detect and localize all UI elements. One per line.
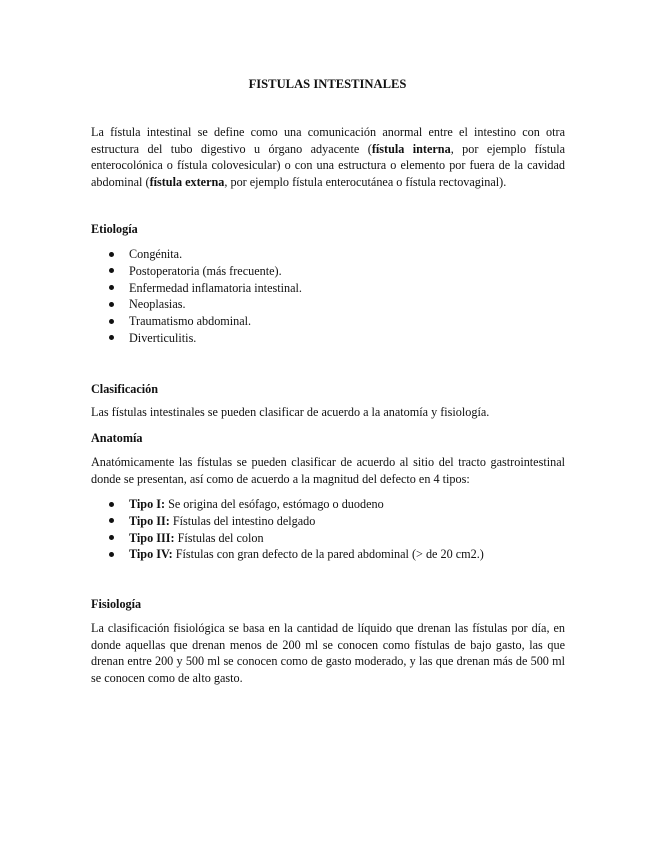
etiologia-list [91,246,565,347]
bullet-icon [109,285,114,290]
intro-paragraph [91,124,565,190]
list-item-text: Congénita. [129,247,183,261]
intro-text-3: , por ejemplo fístula enterocutánea o fístula rectovaginal). [224,174,507,189]
list-item [91,530,565,547]
list-item [91,313,565,330]
type-label: Tipo I: [129,497,166,511]
intro-bold-internal: fístula interna [371,141,451,156]
bullet-icon [109,535,114,540]
type-text: Se origina del esófago, estómago o duodeno [165,497,384,511]
type-label: Tipo IV: [129,547,173,562]
bullet-icon [109,302,114,307]
bullet-icon [109,252,114,257]
anatomia-type-list [91,496,565,563]
type-text: Fístulas con gran defecto de la pared abdominal (> de 20 cm2.) [172,547,484,562]
document-title: FISTULAS INTESTINALES [248,77,407,91]
intro-bold-external: fístula externa [149,174,225,189]
type-text: Fístulas del intestino delgado [169,513,316,528]
list-item [91,263,565,280]
type-label: Tipo II: [129,513,170,528]
list-item-text: Postoperatoria (más frecuente). [129,263,282,278]
clasificacion-text: Las fístulas intestinales se pueden clasificar de acuerdo a la anatomía y fisiología. [91,405,490,419]
type-label: Tipo III: [129,530,175,545]
list-item [91,280,565,297]
list-item-text: Traumatismo abdominal. [129,314,252,329]
list-item [91,246,565,263]
etiologia-heading: Etiología [91,222,138,236]
list-item-text: Enfermedad inflamatoria intestinal. [129,280,302,295]
bullet-icon [109,552,114,557]
anatomia-text: Anatómicamente las fístulas se pueden clasificar de acuerdo al sitio del tracto gastrointestinal donde se presentan, así como de acuerdo a la magnitud del defecto en 4 tipos: [91,455,565,486]
bullet-icon [109,319,114,324]
list-item [91,513,565,530]
clasificacion-heading: Clasificación [91,382,159,396]
bullet-icon [109,518,114,523]
list-item-text: Neoplasias. [129,297,186,312]
list-item [91,496,565,513]
fisiologia-heading: Fisiología [91,597,142,611]
fisiologia-text: La clasificación fisiológica se basa en la cantidad de líquido que drenan las fístulas por día, en donde aquellas que drenan menos de 200 ml se conocen como fístulas de bajo gasto, las que drenan entre 200 y 500 ml se conocen como de gasto moderado, y las que drenan más de 500 ml se conocen como de alto gasto. [91,621,565,685]
type-text: Fístulas del colon [174,530,264,545]
bullet-icon [109,335,114,340]
list-item-text: Diverticulitis. [129,330,197,345]
bullet-icon [109,502,114,507]
list-item [91,330,565,347]
intro-text-2: , por ejemplo fístula enterocolónica o fístula colovesicular) o con una estructura o elemento por fuera de la cavidad abdominal ( [91,141,566,189]
list-item [91,546,565,563]
bullet-icon [109,268,114,273]
anatomia-heading: Anatomía [91,431,143,445]
intro-text-1: La fístula intestinal se define como una comunicación anormal entre el intestino con otra estructura del tubo digestivo u órgano adyacente ( [91,125,565,156]
list-item [91,296,565,313]
